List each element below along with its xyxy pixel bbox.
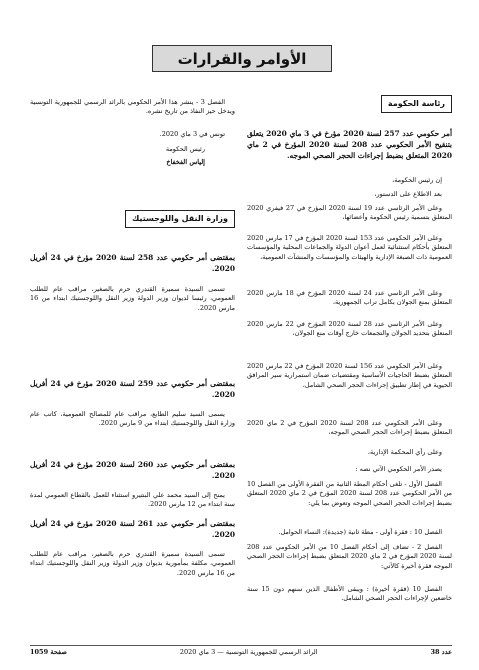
decree-260-heading: بمقتضى أمر حكومي عدد 260 لسنة 2020 مؤرخ في 24 أفريل 2020. bbox=[30, 460, 236, 481]
recital-4: وعلى الأمر الرئاسي عدد 28 لسنة 2020 المؤرخ في 22 مارس 2020 المتعلق بتحديد الجولان والتجمعات خارج أوقات منع الجولان، bbox=[247, 320, 452, 338]
decree-259-heading: بمقتضى أمر حكومي عدد 259 لسنة 2020 مؤرخ في 24 أفريل 2020. bbox=[30, 379, 236, 400]
decree-261-body: تسمى السيدة سميرة القندري حرم بالصغير، مراقب عام للطلب العمومي، مكلفة بمأمورية بديوان وزير الدولة وزير النقل واللوجستيك ابتداء من 16 مارس 2020. bbox=[30, 550, 235, 577]
recital-5: وعلى الأمر الحكومي عدد 156 لسنة 2020 المؤرخ في 22 مارس 2020 المتعلق بضبط الحاجيات الأساسية ومقتضيات ضمان استمرارية سير المرافق الحيوية في إطار تطبيق إجراءات الحجر الصحي الشامل، bbox=[247, 362, 452, 389]
page-number: صفحة 1059 bbox=[30, 647, 67, 656]
article-1-text: الفصل 10 : فقرة أولى - مطة ثانية (جديدة): النساء الحوامل. bbox=[278, 528, 442, 536]
decree-author: إن رئيس الحكومة، bbox=[392, 176, 442, 184]
signer-name: إلياس الفخفاخ bbox=[166, 158, 205, 166]
issue-number: عدد 38 bbox=[430, 647, 452, 656]
section-title-transport: وزارة النقل واللوجستيك bbox=[125, 210, 235, 228]
recital-1: وعلى الأمر الرئاسي عدد 19 لسنة 2020 المؤرخ في 27 فيفري 2020 المتعلق بتسمية رئيس الحكومة وأعضائها، bbox=[247, 204, 452, 222]
section-title-presidency: رئاسة الحكومة bbox=[381, 95, 452, 113]
page-title: الأوامر والقرارات bbox=[152, 45, 332, 72]
recital-6: وعلى الأمر الحكومي عدد 208 لسنة 2020 المؤرخ في 2 ماي 2020 المتعلق بضبط إجراءات الحجر الصحي الموجه، bbox=[247, 419, 452, 437]
article-2: الفصل 2 - تضاف إلى أحكام الفصل 10 من الأمر الحكومي عدد 208 لسنة 2020 المؤرخ في 2 ماي 2020 المتعلق بضبط إجراءات الحجر الصحي الموجه فقرة أخيرة كالآتي: bbox=[247, 543, 452, 570]
decree-257-heading: أمر حكومي عدد 257 لسنة 2020 مؤرخ في 3 ماي 2020 يتعلق بتنقيح الأمر الحكومي عدد 208 لسنة 2020 المؤرخ في 2 ماي 2020 المتعلق بضبط إجراءات الحجر الصحي الموجه. bbox=[247, 129, 452, 161]
decree-260-body: يمنح إلى السيد محمد علي البنتيرو استثناء للعمل بالقطاع العمومي لمدة سنة ابتداء من 12 مارس 2020. bbox=[30, 491, 235, 509]
page-footer bbox=[30, 645, 452, 655]
article-3: الفصل 3 - ينشر هذا الأمر الحكومي بالرائد الرسمي للجمهورية التونسية ويدخل حيز النفاذ من تاريخ نشره. bbox=[30, 98, 235, 116]
recital-2: وعلى الأمر الحكومي عدد 153 لسنة 2020 المؤرخ في 17 مارس 2020 المتعلق بأحكام استثنائية لعمل أعوان الدولة والجماعات المحلية والمؤسسات العمومية ذات الصبغة الإدارية والهيئات والمؤسسات والمنشآت العمومية، bbox=[247, 234, 452, 261]
decree-258-body: تسمى السيدة سميرة القندري حرم بالصغير، مراقب عام للطلب العمومي، رئيسا لديوان وزير الدولة وزير النقل واللوجستيك ابتداء من 16 مارس 2020. bbox=[30, 285, 235, 312]
place-date: تونس في 3 ماي 2020. bbox=[159, 130, 225, 138]
after-review: بعد الاطلاع على الدستور، bbox=[374, 190, 442, 198]
issues-line: يصدر الأمر الحكومي الآتي نصه : bbox=[355, 465, 442, 473]
decree-259-body: يسمى السيد سليم الطايع، مراقب عام للمصالح العمومية، كاتب عام وزارة النقل واللوجستيك ابتداء من 9 مارس 2020. bbox=[30, 410, 235, 428]
gazette-title: الرائد الرسمي للجمهورية التونسية — 3 ماي 2020 bbox=[179, 647, 318, 656]
signer-title: رئيس الحكومة bbox=[165, 145, 205, 153]
article-2-text: الفصل 10 (فقرة أخيرة) : ويبقى الأطفال الذين سنهم دون 15 سنة خاضعين لإجراءات الحجر الصحي الشامل. bbox=[247, 585, 452, 603]
decree-261-heading: بمقتضى أمر حكومي عدد 261 لسنة 2020 مؤرخ في 24 أفريل 2020. bbox=[30, 519, 236, 540]
decree-258-heading: بمقتضى أمر حكومي عدد 258 لسنة 2020 مؤرخ في 24 أفريل 2020. bbox=[30, 253, 236, 274]
recital-3: وعلى الأمر الرئاسي عدد 24 لسنة 2020 المؤرخ في 18 مارس 2020 المتعلق بمنع الجولان بكامل تراب الجمهورية، bbox=[247, 289, 452, 307]
article-1: الفصل الأول - تلغى أحكام المطة الثانية من الفقرة الأولى من الفصل 10 من الأمر الحكومي عدد 208 لسنة 2020 المؤرخ في 2 ماي 2020 المتعلق بضبط إجراءات الحجر الصحي الموجه وتعوض بما يلي: bbox=[247, 480, 453, 507]
recital-7: وعلى رأي المحكمة الإدارية، bbox=[367, 448, 442, 456]
